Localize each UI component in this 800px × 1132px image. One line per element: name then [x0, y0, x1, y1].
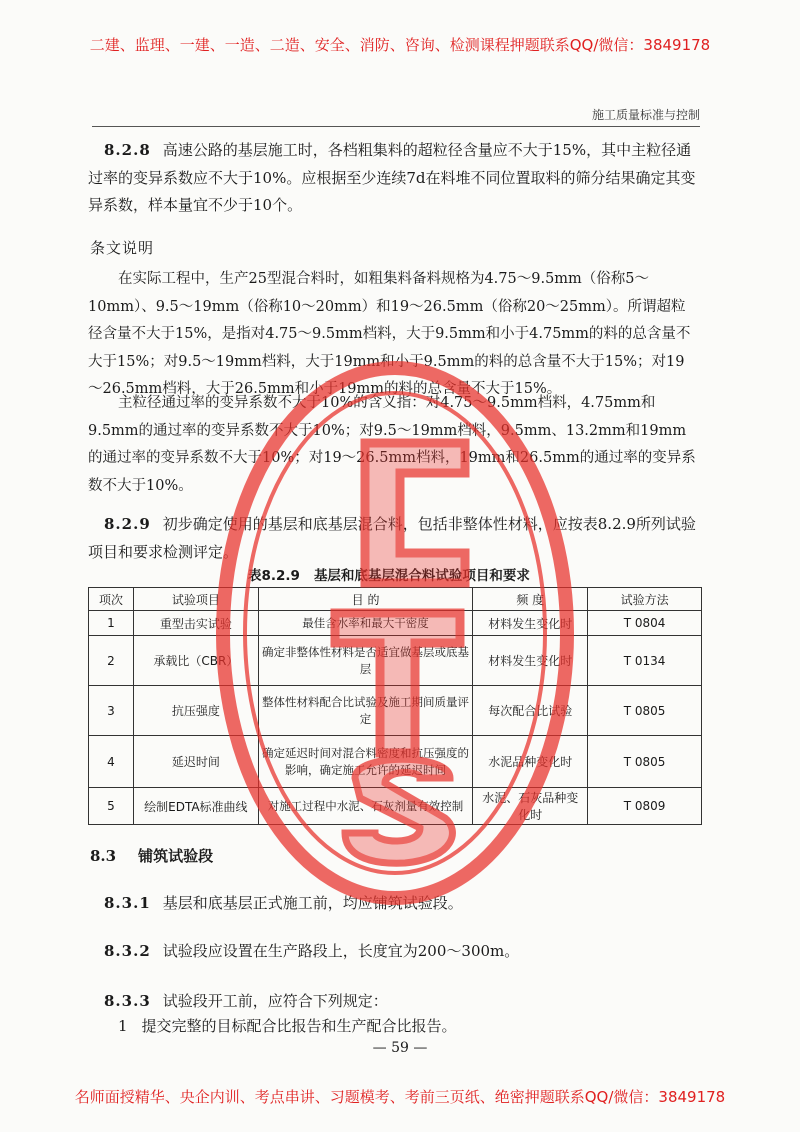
- table-cell: 重型击实试验: [133, 611, 258, 636]
- table-cell: 绘制EDTA标准曲线: [133, 788, 258, 825]
- table-cell: 2: [89, 636, 134, 686]
- header-cell: 目 的: [258, 588, 473, 611]
- page-number: — 59 —: [372, 1040, 428, 1056]
- clause-text: 高速公路的基层施工时，各档粗集料的超粒径含量应不大于15%，其中主粒径通过率的变异系数应不大于10%。应根据至少连续7d在料堆不同位置取料的筛分结果确定其变异系数，样本量宜不少于10个。: [88, 141, 696, 214]
- table-caption: [248, 564, 530, 584]
- table-cell: 抗压强度: [133, 686, 258, 736]
- header-cell: 频 度: [473, 588, 588, 611]
- table-cell: T 0805: [588, 686, 702, 736]
- table-cell: T 0804: [588, 611, 702, 636]
- test-items-table: [88, 587, 702, 825]
- table-cell: 确定非整体性材料是否适宜做基层或底基层: [258, 636, 473, 686]
- table-cell: 水泥、石灰品种变化时: [473, 788, 588, 825]
- clause-text: 初步确定使用的基层和底基层混合料，包括非整体性材料，应按表8.2.9所列试验项目和要求检测评定。: [88, 515, 696, 561]
- clause-text: 基层和底基层正式施工前，均应铺筑试验段。: [162, 894, 463, 912]
- clause-number: 8.3.3: [104, 992, 151, 1010]
- table-cell: 1: [89, 611, 134, 636]
- clause-8-3-2: [88, 940, 519, 961]
- clause-8-3-3: [88, 990, 388, 1011]
- section-heading-8-3: [90, 845, 213, 866]
- promo-banner-bottom: 名师面授精华、央企内训、考点串讲、习题模考、考前三页纸、绝密押题联系QQ/微信：3849178: [74, 1088, 726, 1106]
- commentary-heading: 条文说明: [90, 239, 155, 257]
- clause-8-2-9: [88, 511, 698, 566]
- clause-number: 8.2.9: [104, 515, 151, 533]
- clause-text: 试验段应设置在生产路段上，长度宜为200～300m。: [162, 942, 520, 960]
- table-cell: 材料发生变化时: [473, 611, 588, 636]
- clause-number: 8.3.2: [104, 942, 151, 960]
- clause-8-2-8: [88, 137, 698, 220]
- table-cell: 最佳含水率和最大干密度: [258, 611, 473, 636]
- clause-number: 8.3.1: [104, 894, 151, 912]
- running-header: 施工质量标准与控制: [591, 108, 700, 122]
- table-row: [89, 636, 702, 686]
- clause-8-3-1: [88, 892, 463, 913]
- table-cell: 延迟时间: [133, 736, 258, 788]
- table-cell: 对施工过程中水泥、石灰剂量有效控制: [258, 788, 473, 825]
- table-number: 表8.2.9: [248, 568, 300, 584]
- clause-number: 8.2.8: [104, 141, 151, 159]
- table-row: [89, 736, 702, 788]
- header-cell: 项次: [89, 588, 134, 611]
- table-row: [89, 611, 702, 636]
- table-row: [89, 788, 702, 825]
- list-item-number: 1: [118, 1017, 128, 1035]
- table-cell: 5: [89, 788, 134, 825]
- table-cell: T 0805: [588, 736, 702, 788]
- commentary-paragraph-2: 主粒径通过率的变异系数不大于10%的含义指：对4.75～9.5mm档料，4.75mm和9.5mm的通过率的变异系数不大于10%；对9.5～19mm档料，9.5mm、13.2mm和19mm的通过率的变异系数不大于10%；对19～26.5mm档料，19mm和26.5mm的通过率的变异系数不大于10%。: [88, 395, 696, 494]
- promo-banner-top: 二建、监理、一建、一造、二造、安全、消防、咨询、检测课程押题联系QQ/微信：3849178: [89, 36, 711, 54]
- table-cell: 整体性材料配合比试验及施工期间质量评定: [258, 686, 473, 736]
- table-cell: 每次配合比试验: [473, 686, 588, 736]
- table-cell: 水泥品种变化时: [473, 736, 588, 788]
- table-cell: 3: [89, 686, 134, 736]
- table-header-row: [89, 588, 702, 611]
- header-rule: [92, 126, 700, 127]
- table-cell: 承载比（CBR）: [133, 636, 258, 686]
- clause-text: 试验段开工前，应符合下列规定：: [162, 992, 388, 1010]
- table-cell: 确定延迟时间对混合料密度和抗压强度的影响，确定施工允许的延迟时间: [258, 736, 473, 788]
- table-cell: T 0809: [588, 788, 702, 825]
- section-number: 8.3: [90, 847, 117, 865]
- header-cell: 试验方法: [588, 588, 702, 611]
- list-item-1: [118, 1015, 457, 1036]
- table-row: [89, 686, 702, 736]
- section-title: 铺筑试验段: [138, 847, 214, 865]
- table-cell: 材料发生变化时: [473, 636, 588, 686]
- table-title: 基层和底基层混合料试验项目和要求: [313, 568, 530, 584]
- header-cell: 试验项目: [133, 588, 258, 611]
- list-item-text: 提交完整的目标配合比报告和生产配合比报告。: [141, 1017, 457, 1035]
- table-cell: T 0134: [588, 636, 702, 686]
- commentary-paragraph-1: 在实际工程中，生产25型混合料时，如粗集料备料规格为4.75～9.5mm（俗称5～10mm）、9.5～19mm（俗称10～20mm）和19～26.5mm（俗称20～25mm）。所谓超粒径含量不大于15%，是指对4.75～9.5mm档料，大于9.5mm和小于4.75mm的料的总含量不大于15%；对9.5～19mm档料，大于19mm和小于9.5mm的料的总含量不大于15%；对19～26.5mm档料，大于26.5mm和小于19mm的料的总含量不大于15%。: [88, 271, 691, 397]
- table-cell: 4: [89, 736, 134, 788]
